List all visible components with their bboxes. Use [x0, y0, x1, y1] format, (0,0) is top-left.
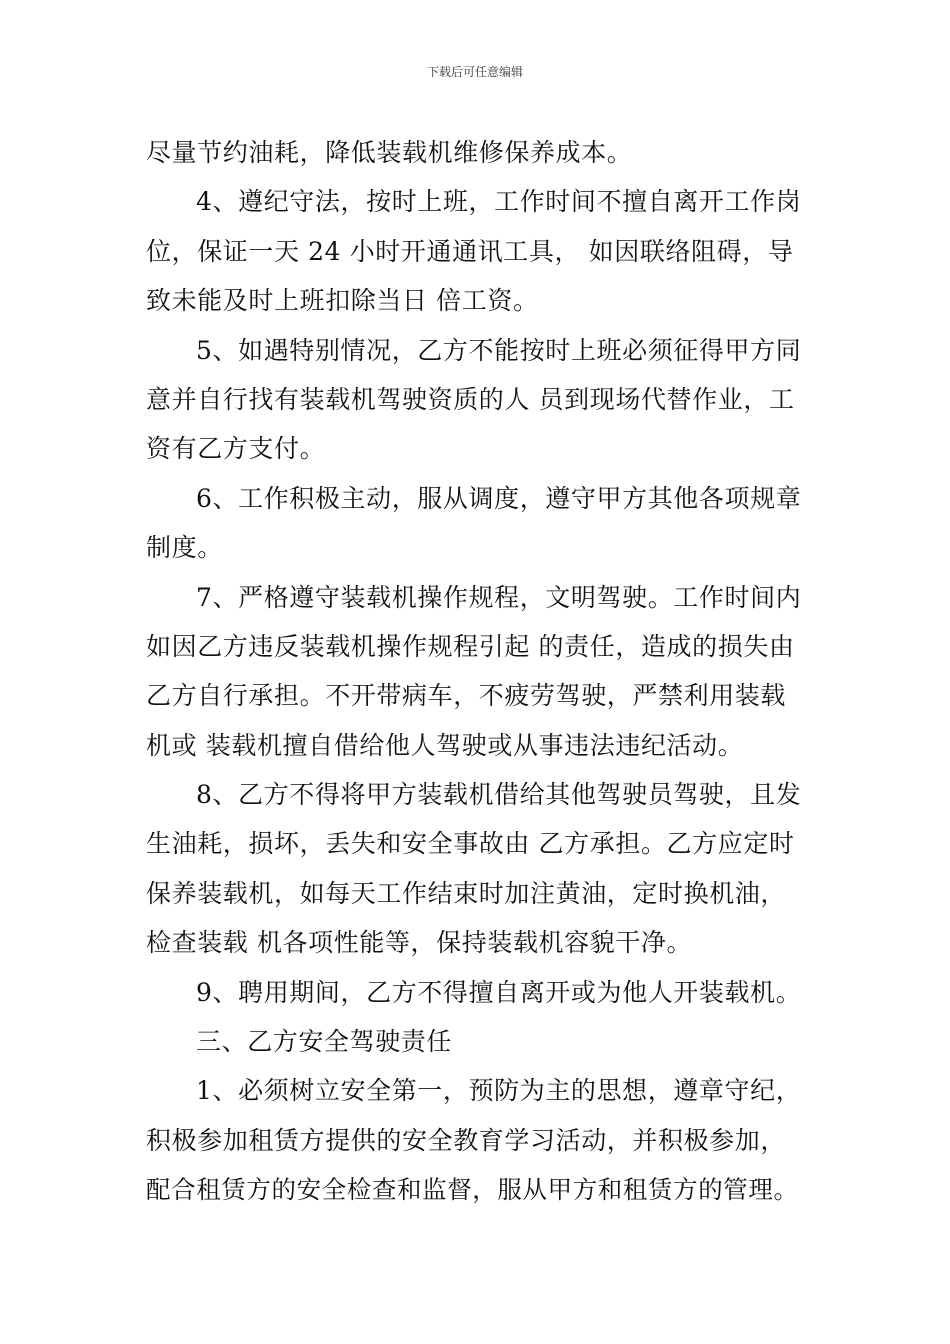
text-line: 致未能及时上班扣除当日 倍工资。 — [146, 286, 539, 316]
text-line: 6、工作积极主动，服从调度，遵守甲方其他各项规章 — [196, 483, 802, 513]
text-line: 制度。 — [146, 533, 223, 563]
text-line: 配合租赁方的安全检查和监督，服从甲方和租赁方的管理。 — [146, 1175, 799, 1205]
document-body — [146, 128, 808, 1215]
section-heading: 三、乙方安全驾驶责任 — [196, 1027, 453, 1057]
text-line: 9、聘用期间，乙方不得擅自离开或为他人开装载机。 — [196, 977, 802, 1007]
text-line: 位，保证一天 24 小时开通通讯工具， 如因联络阻碍，导 — [146, 236, 794, 266]
text-line: 检查装载 机各项性能等，保持装载机容貌干净。 — [146, 928, 693, 958]
text-line: 8、乙方不得将甲方装载机借给其他驾驶员驾驶，且发 — [196, 780, 802, 810]
text-line: 5、如遇特别情况，乙方不能按时上班必须征得甲方同 — [196, 335, 802, 365]
text-line: 保养装载机，如每天工作结束时加注黄油，定时换机油， — [146, 878, 787, 908]
text-line: 如因乙方违反装载机操作规程引起 的责任，造成的损失由 — [146, 631, 795, 661]
text-line: 机或 装载机擅自借给他人驾驶或从事违法违纪活动。 — [146, 730, 744, 760]
text-line: 7、严格遵守装载机操作规程，文明驾驶。工作时间内 — [196, 582, 802, 612]
text-line: 资有乙方支付。 — [146, 434, 326, 464]
text-line: 意并自行找有装载机驾驶资质的人 员到现场代替作业，工 — [146, 384, 795, 414]
text-line: 积极参加租赁方提供的安全教育学习活动，并积极参加， — [146, 1125, 787, 1155]
page-header: 下载后可任意编辑 — [426, 65, 523, 79]
text-line: 尽量节约油耗，降低装载机维修保养成本。 — [146, 138, 633, 167]
text-line: 4、遵纪守法，按时上班，工作时间不擅自离开工作岗 — [196, 187, 802, 217]
text-line: 1、必须树立安全第一，预防为主的思想，遵章守纪， — [196, 1076, 802, 1106]
text-line: 生油耗，损坏，丢失和安全事故由 乙方承担。乙方应定时 — [146, 829, 795, 859]
text-line: 乙方自行承担。不开带病车，不疲劳驾驶，严禁利用装载 — [146, 681, 787, 711]
